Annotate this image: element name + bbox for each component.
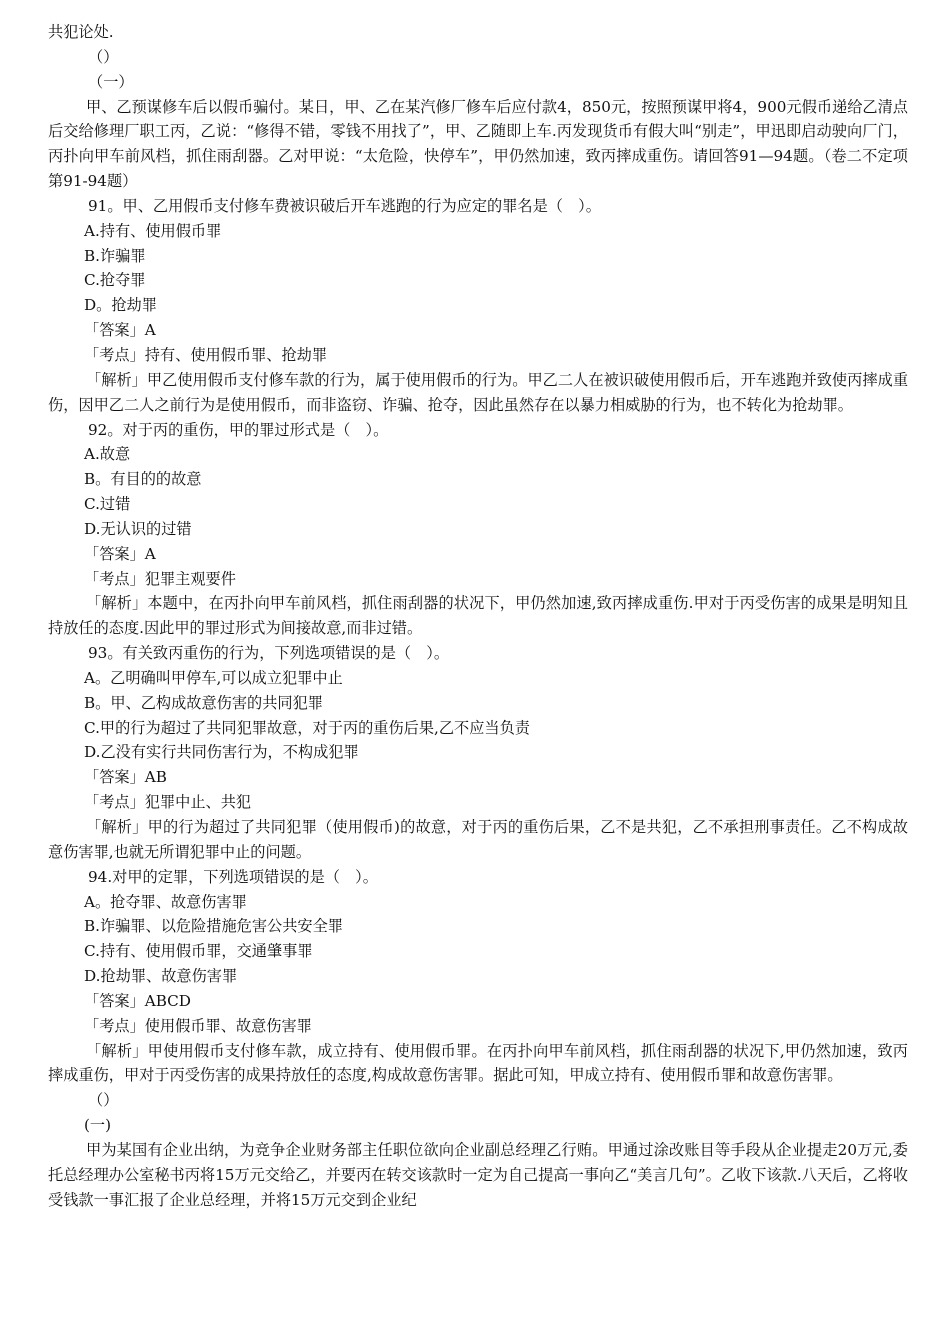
option-d: D.抢劫罪、故意伤害罪 <box>84 967 238 986</box>
option-a: A.故意 <box>84 445 131 464</box>
analysis-93: 「解析」甲的行为超过了共同犯罪（使用假币)的故意，对于丙的重伤后果，乙不是共犯，乙不承担刑事责任。乙不构成故意伤害罪,也就无所谓犯罪中止的问题。 <box>48 818 908 861</box>
option-c: C.抢夺罪 <box>84 271 146 290</box>
section-heading: （一） <box>88 72 134 91</box>
case-passage: 甲、乙预谋修车后以假币骗付。某日，甲、乙在某汽修厂修车后应付款4，850元，按照预谋甲将4，900元假币递给乙清点后交给修理厂职工丙，乙说：“修得不错，零钱不用找了”，甲、乙随即上车.丙发现货币有假大叫“别走”，甲迅即启动驶向厂门，丙扑向甲车前风档，抓住雨刮器。乙对甲说：“太危险，快停车”，甲仍然加速，致丙摔成重伤。请回答91—94题。（卷二不定项第91-94题） <box>48 97 908 191</box>
analysis-92: 「解析」本题中，在丙扑向甲车前风档，抓住雨刮器的状况下，甲仍然加速,致丙摔成重伤.甲对于丙受伤害的成果是明知且持放任的态度.因此甲的罪过形式为间接故意,而非过错。 <box>48 594 908 638</box>
option-d: D.乙没有实行共同伤害行为，不构成犯罪 <box>84 743 359 762</box>
option-d: D。抢劫罪 <box>84 296 157 315</box>
question-91: 91。甲、乙用假币支付修车费被识破后开车逃跑的行为应定的罪名是（ ）。 <box>88 196 601 215</box>
question-94: 94.对甲的定罪，下列选项错误的是（ ）。 <box>88 867 378 886</box>
section-paren: （） <box>88 1091 119 1110</box>
document-page <box>48 20 908 1213</box>
point-93: 「考点」犯罪中止、共犯 <box>84 793 252 812</box>
option-d: D.无认识的过错 <box>84 519 192 538</box>
analysis-91: 「解析」甲乙使用假币支付修车款的行为，属于使用假币的行为。甲乙二人在被识破使用假币后，开车逃跑并致使丙摔成重伤，因甲乙二人之前行为是使用假币，而非盗窃、诈骗、抢夺，因此虽然存在以暴力相威胁的行为，也不转化为抢劫罪。 <box>48 370 908 414</box>
option-b: B。有目的的故意 <box>84 470 202 489</box>
option-c: C.甲的行为超过了共同犯罪故意，对于丙的重伤后果,乙不应当负责 <box>84 718 530 737</box>
point-92: 「考点」犯罪主观要件 <box>84 569 236 588</box>
point-94: 「考点」使用假币罪、故意伤害罪 <box>84 1016 312 1035</box>
option-a: A.持有、使用假币罪 <box>84 221 222 240</box>
question-92: 92。对于丙的重伤，甲的罪过形式是（ ）。 <box>88 420 389 439</box>
option-b: B.诈骗罪、以危险措施危害公共安全罪 <box>84 917 343 936</box>
case-passage: 甲为某国有企业出纳，为竞争企业财务部主任职位欲向企业副总经理乙行贿。甲通过涂改账目等手段从企业提走20万元,委托总经理办公室秘书丙将15万元交给乙，并要丙在转交该款时一定为自己提高一事向乙“美言几句”。乙收下该款.八天后，乙将收受钱款一事汇报了企业总经理，并将15万元交到企业纪 <box>48 1140 908 1209</box>
section-heading: (一) <box>84 1116 112 1135</box>
answer-93: 「答案」AB <box>84 768 167 787</box>
answer-92: 「答案」A <box>84 544 156 563</box>
analysis-94: 「解析」甲使用假币支付修车款，成立持有、使用假币罪。在丙扑向甲车前风档，抓住雨刮器的状况下,甲仍然加速，致丙摔成重伤，甲对于丙受伤害的成果持放任的态度,构成故意伤害罪。据此可知，甲成立持有、使用假币罪和故意伤害罪。 <box>48 1041 908 1085</box>
option-c: C.过错 <box>84 495 131 514</box>
option-a: A。乙明确叫甲停车,可以成立犯罪中止 <box>84 668 343 687</box>
point-91: 「考点」持有、使用假币罪、抢劫罪 <box>84 345 327 364</box>
continuation-text: 共犯论处. <box>48 23 114 41</box>
question-93: 93。有关致丙重伤的行为，下列选项错误的是（ ）。 <box>88 644 450 663</box>
answer-91: 「答案」A <box>84 321 156 340</box>
option-b: B。甲、乙构成故意伤害的共同犯罪 <box>84 693 323 712</box>
section-paren: （） <box>88 47 119 66</box>
option-c: C.持有、使用假币罪，交通肇事罪 <box>84 942 313 961</box>
answer-94: 「答案」ABCD <box>84 991 191 1010</box>
option-a: A。抢夺罪、故意伤害罪 <box>84 892 247 911</box>
option-b: B.诈骗罪 <box>84 246 146 265</box>
